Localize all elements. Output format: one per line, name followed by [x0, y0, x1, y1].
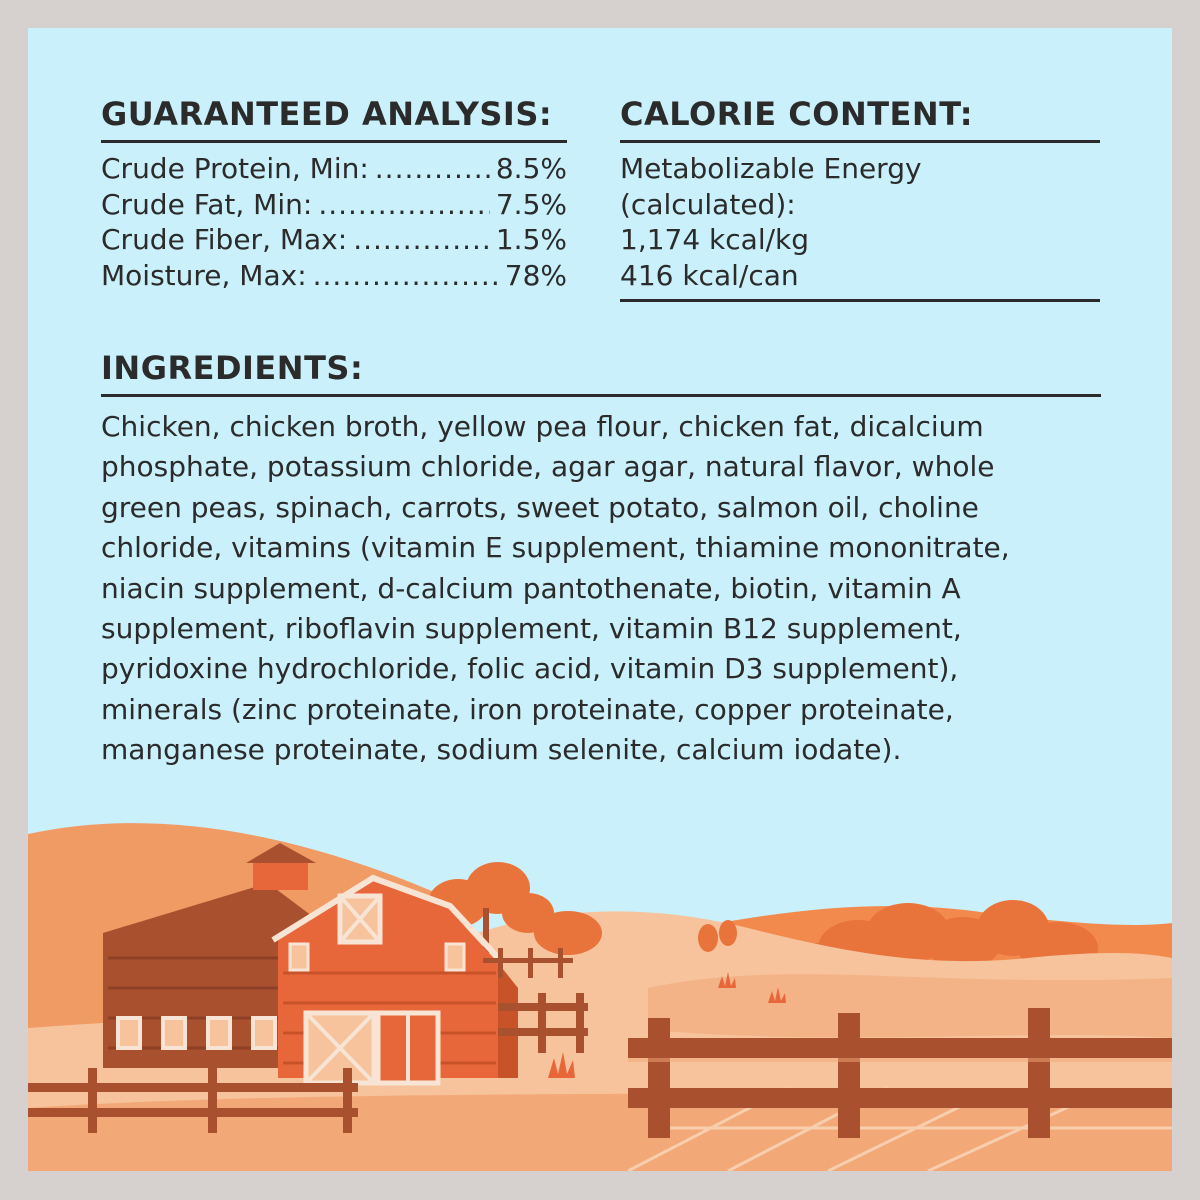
ingredients-section: [101, 348, 1101, 771]
analysis-row: [101, 222, 567, 258]
analysis-label: Crude Fat, Min:: [101, 187, 313, 221]
analysis-value: 8.5%: [495, 152, 567, 185]
calorie-line: 1,174 kcal/kg: [620, 223, 810, 256]
dot-leader: [313, 258, 499, 294]
calorie-line: Metabolizable Energy: [620, 152, 922, 185]
guaranteed-analysis-section: [101, 94, 567, 293]
ingredients-text: [101, 407, 1101, 771]
dot-leader: [318, 187, 490, 223]
ingredients-line: chloride, vitamins (vitamin E supplement, thiamine mononitrate,: [101, 531, 1010, 565]
label-panel: [28, 28, 1172, 1171]
calorie-lines: [620, 151, 1100, 293]
analysis-label: Crude Protein, Min:: [101, 152, 369, 185]
dot-leader: [375, 151, 490, 187]
analysis-label: Moisture, Max:: [101, 258, 307, 292]
analysis-value: 7.5%: [495, 187, 567, 221]
ingredients-heading: INGREDIENTS:: [101, 348, 1101, 397]
ingredients-line: niacin supplement, d-calcium pantothenate, biotin, vitamin A: [101, 571, 961, 605]
analysis-label: Crude Fiber, Max:: [101, 223, 348, 256]
calorie-content-section: [620, 94, 1100, 293]
calorie-divider: [620, 299, 1100, 302]
dot-leader: [353, 222, 490, 258]
ingredients-line: manganese proteinate, sodium selenite, calcium iodate).: [101, 733, 902, 767]
ingredients-line: pyridoxine hydrochloride, folic acid, vitamin D3 supplement),: [101, 652, 959, 686]
analysis-value: 1.5%: [495, 223, 567, 256]
analysis-row: [101, 258, 567, 294]
calorie-content-heading: CALORIE CONTENT:: [620, 94, 1100, 143]
calorie-line: (calculated):: [620, 187, 796, 221]
calorie-line: 416 kcal/can: [620, 258, 799, 292]
ingredients-line: Chicken, chicken broth, yellow pea flour, chicken fat, dicalcium: [101, 410, 984, 443]
ingredients-line: supplement, riboflavin supplement, vitamin B12 supplement,: [101, 612, 962, 646]
ingredients-line: green peas, spinach, carrots, sweet potato, salmon oil, choline: [101, 490, 979, 524]
ingredients-line: phosphate, potassium chloride, agar agar, natural flavor, whole: [101, 450, 995, 484]
analysis-value: 78%: [504, 258, 567, 292]
analysis-row: [101, 151, 567, 187]
analysis-row: [101, 187, 567, 223]
analysis-rows: [101, 151, 567, 293]
ingredients-line: minerals (zinc proteinate, iron proteinate, copper proteinate,: [101, 692, 954, 726]
guaranteed-analysis-heading: GUARANTEED ANALYSIS:: [101, 94, 567, 143]
